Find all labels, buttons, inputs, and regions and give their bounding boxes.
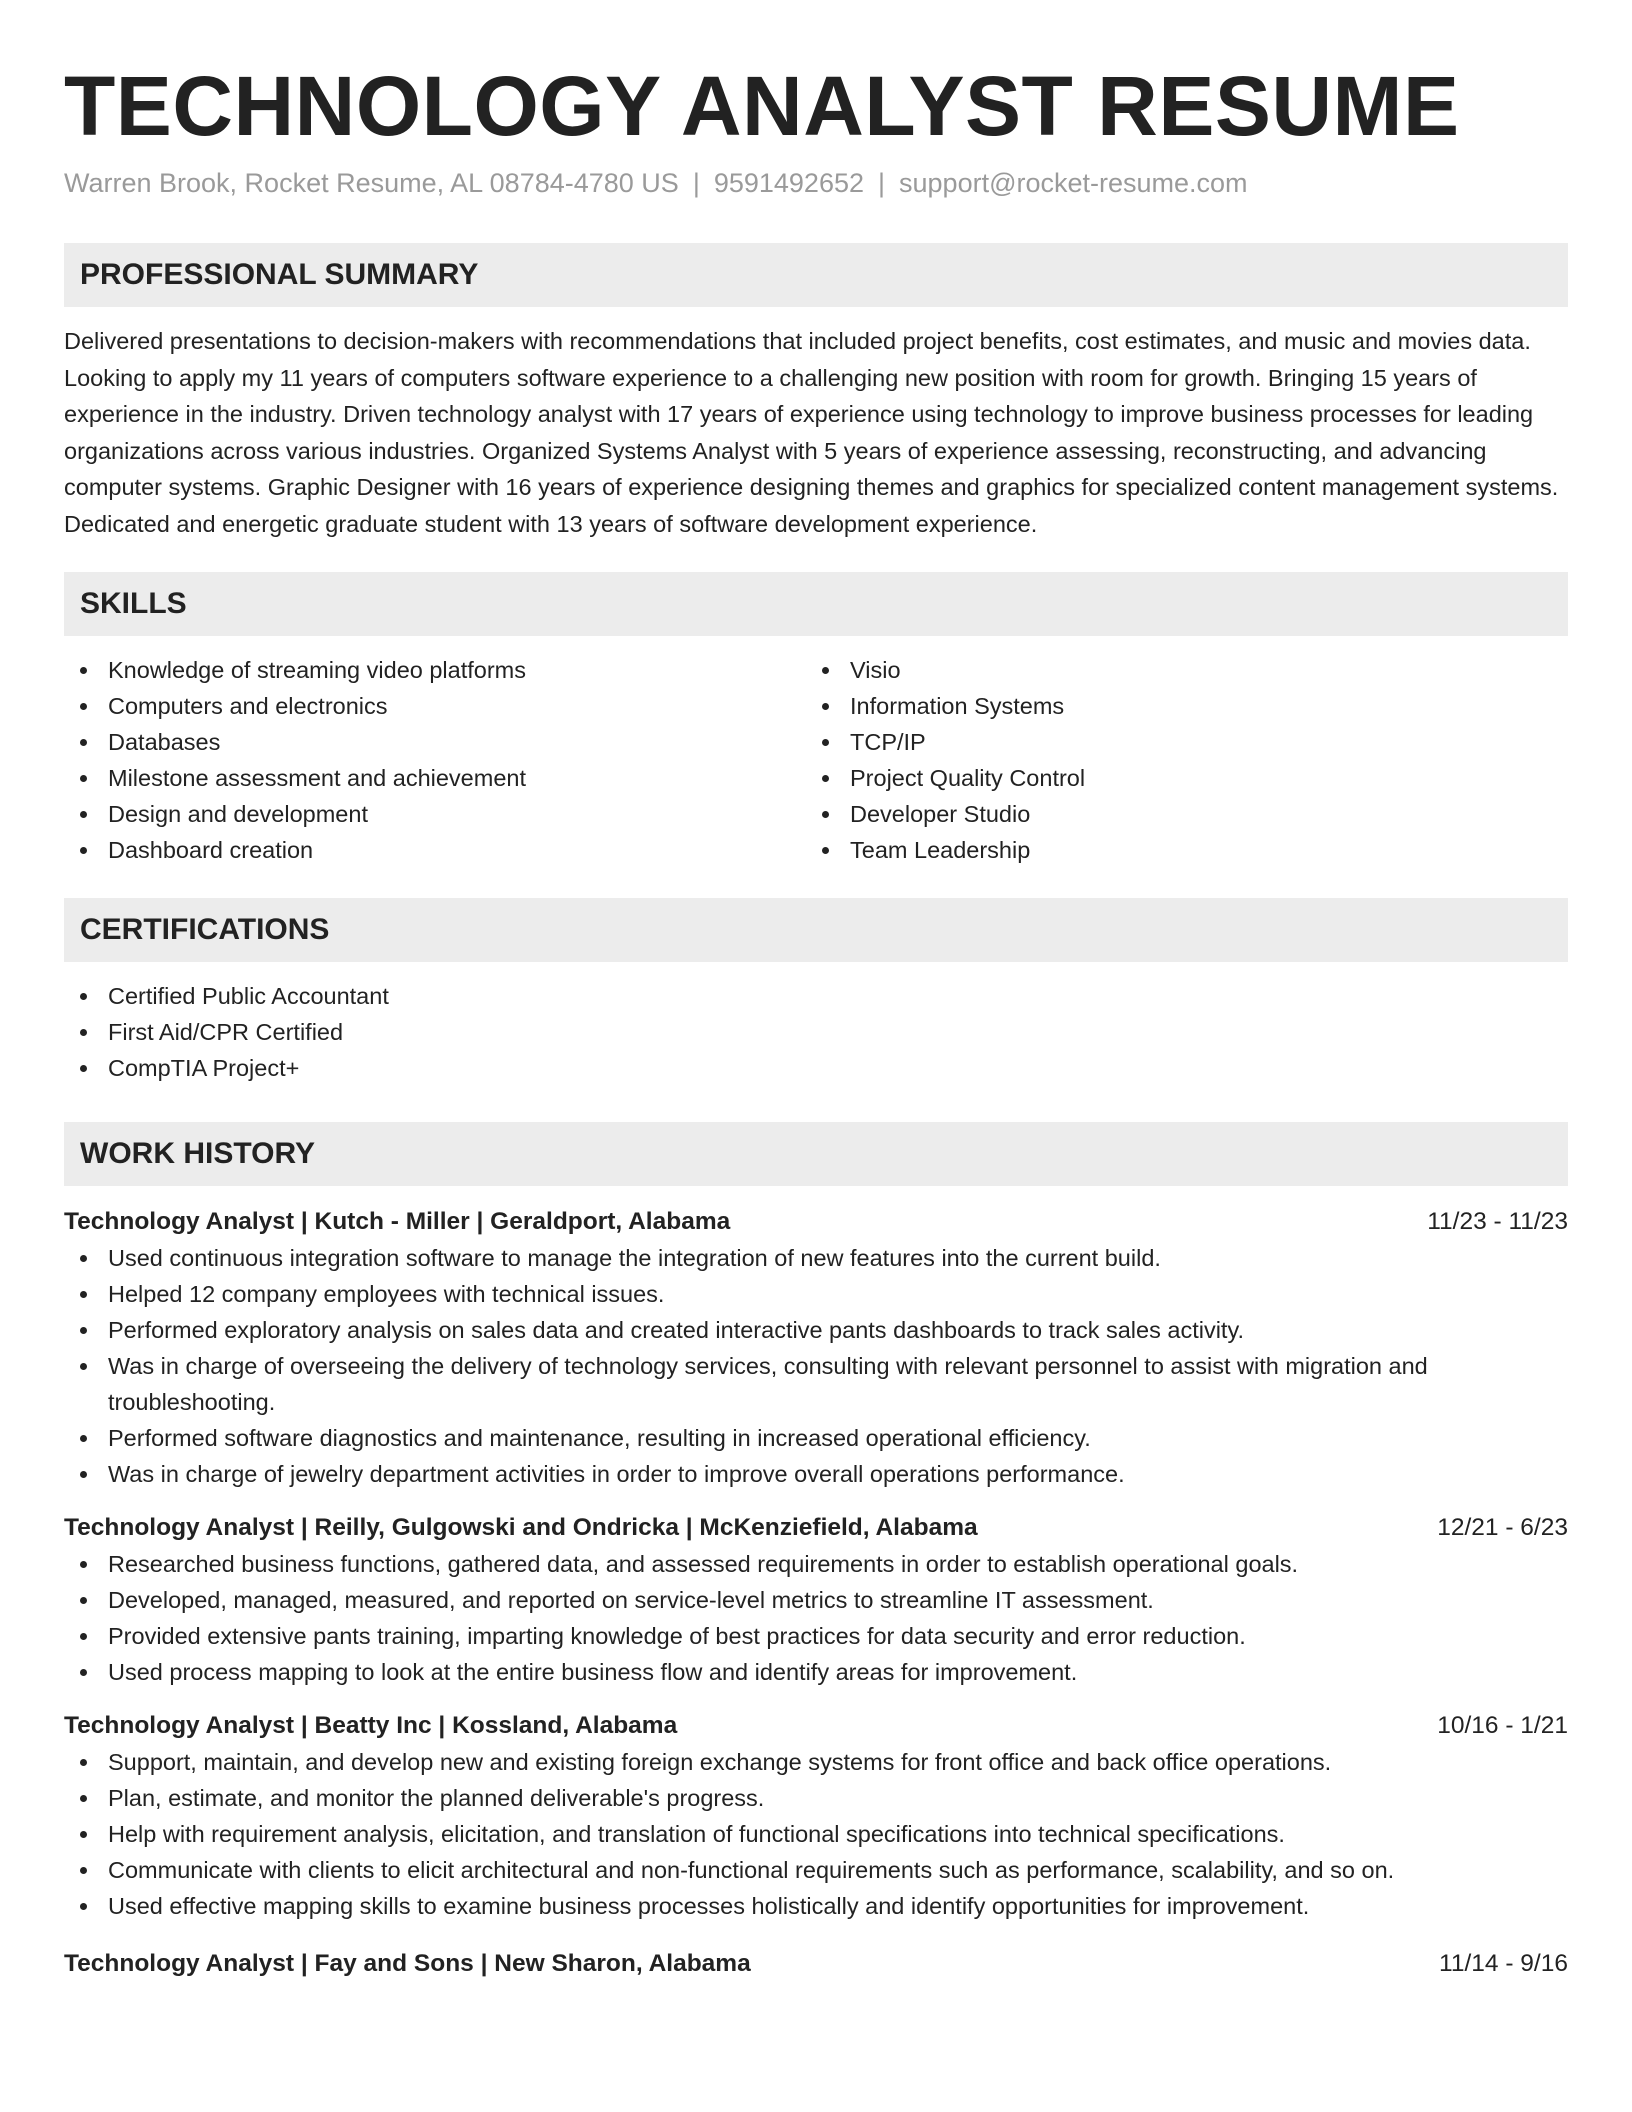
skill-item: Databases (64, 724, 806, 760)
skill-item: Dashboard creation (64, 832, 806, 868)
resume-title: TECHNOLOGY ANALYST RESUME (64, 59, 1460, 153)
job-dates: 10/16 - 1/21 (1437, 1712, 1568, 1739)
job-bullet: Support, maintain, and develop new and existing foreign exchange systems for front office and back office operations. (64, 1744, 1568, 1780)
section-header-certifications: CERTIFICATIONS (64, 898, 1568, 962)
section-header-skills: SKILLS (64, 572, 1568, 636)
skills-list-right (806, 652, 1548, 868)
contact-email: support@rocket-resume.com (899, 168, 1248, 198)
job-title: Technology Analyst | Kutch - Miller | Geraldport, Alabama (64, 1208, 731, 1235)
skill-item: Information Systems (806, 688, 1548, 724)
job-bullets (64, 1240, 1568, 1492)
job-entry (64, 1204, 1568, 1492)
contact-phone: 9591492652 (713, 168, 864, 198)
certifications-list (64, 978, 1568, 1086)
skill-item: Milestone assessment and achievement (64, 760, 806, 796)
job-bullet: Used process mapping to look at the entire business flow and identify areas for improvement. (64, 1654, 1568, 1690)
skill-item: Knowledge of streaming video platforms (64, 652, 806, 688)
contact-address: Warren Brook, Rocket Resume, AL 08784-4780 US (64, 168, 679, 198)
resume-page (64, 0, 1568, 1982)
job-bullet: Was in charge of overseeing the delivery of technology services, consulting with relevant personnel to assist with migration and troubleshooting. (64, 1348, 1568, 1420)
job-entry (64, 1708, 1568, 1924)
contact-separator: | (878, 168, 886, 198)
certification-item: First Aid/CPR Certified (64, 1014, 1568, 1050)
job-bullet: Communicate with clients to elicit architectural and non-functional requirements such as performance, scalability, and so on. (64, 1852, 1568, 1888)
job-title: Technology Analyst | Beatty Inc | Kossland, Alabama (64, 1712, 678, 1739)
job-bullets (64, 1546, 1568, 1690)
job-dates: 11/14 - 9/16 (1439, 1950, 1568, 1977)
skill-item: Project Quality Control (806, 760, 1548, 796)
job-bullet: Performed software diagnostics and maintenance, resulting in increased operational efficiency. (64, 1420, 1568, 1456)
job-dates: 12/21 - 6/23 (1437, 1514, 1568, 1541)
certification-item: CompTIA Project+ (64, 1050, 1568, 1086)
skill-item: Team Leadership (806, 832, 1548, 868)
job-header (64, 1204, 1568, 1240)
job-title: Technology Analyst | Fay and Sons | New Sharon, Alabama (64, 1950, 751, 1977)
section-header-work-history: WORK HISTORY (64, 1122, 1568, 1186)
skill-item: Computers and electronics (64, 688, 806, 724)
job-bullet: Plan, estimate, and monitor the planned deliverable's progress. (64, 1780, 1568, 1816)
job-bullet: Was in charge of jewelry department activities in order to improve overall operations performance. (64, 1456, 1568, 1492)
job-bullet: Helped 12 company employees with technical issues. (64, 1276, 1568, 1312)
job-bullet: Used effective mapping skills to examine business processes holistically and identify opportunities for improvement. (64, 1888, 1568, 1924)
job-bullet: Provided extensive pants training, imparting knowledge of best practices for data security and error reduction. (64, 1618, 1568, 1654)
job-bullet: Performed exploratory analysis on sales data and created interactive pants dashboards to track sales activity. (64, 1312, 1568, 1348)
job-entry (64, 1510, 1568, 1690)
skill-item: Design and development (64, 796, 806, 832)
job-bullet: Used continuous integration software to manage the integration of new features into the current build. (64, 1240, 1568, 1276)
job-bullets (64, 1744, 1568, 1924)
job-bullet: Researched business functions, gathered data, and assessed requirements in order to establish operational goals. (64, 1546, 1568, 1582)
skill-item: TCP/IP (806, 724, 1548, 760)
job-bullet: Developed, managed, measured, and reported on service-level metrics to streamline IT assessment. (64, 1582, 1568, 1618)
job-title: Technology Analyst | Reilly, Gulgowski and Ondricka | McKenziefield, Alabama (64, 1514, 978, 1541)
job-header (64, 1946, 1568, 1982)
job-entry (64, 1946, 1568, 1982)
contact-separator: | (692, 168, 700, 198)
job-header (64, 1708, 1568, 1744)
job-header (64, 1510, 1568, 1546)
job-bullet: Help with requirement analysis, elicitation, and translation of functional specifications into technical specifications. (64, 1816, 1568, 1852)
section-header-summary: PROFESSIONAL SUMMARY (64, 243, 1568, 307)
skill-item: Developer Studio (806, 796, 1548, 832)
skills-grid (64, 652, 1568, 868)
contact-line (64, 166, 1568, 200)
skills-list-left (64, 652, 806, 868)
job-dates: 11/23 - 11/23 (1427, 1208, 1568, 1235)
summary-text: Delivered presentations to decision-makers with recommendations that included project benefits, cost estimates, and music and movies data. Looking to apply my 11 years of computers software experience to a challenging new position with room for growth. Bringing 15 years of experience in the industry. Driven technology analyst with 17 years of experience using technology to improve business processes for leading organizations across various industries. Organized Systems Analyst with 5 years of experience assessing, reconstructing, and advancing computer systems. Graphic Designer with 16 years of experience designing themes and graphics for specialized content management systems. Dedicated and energetic graduate student with 13 years of software development experience. (64, 328, 1559, 537)
skill-item: Visio (806, 652, 1548, 688)
certification-item: Certified Public Accountant (64, 978, 1568, 1014)
